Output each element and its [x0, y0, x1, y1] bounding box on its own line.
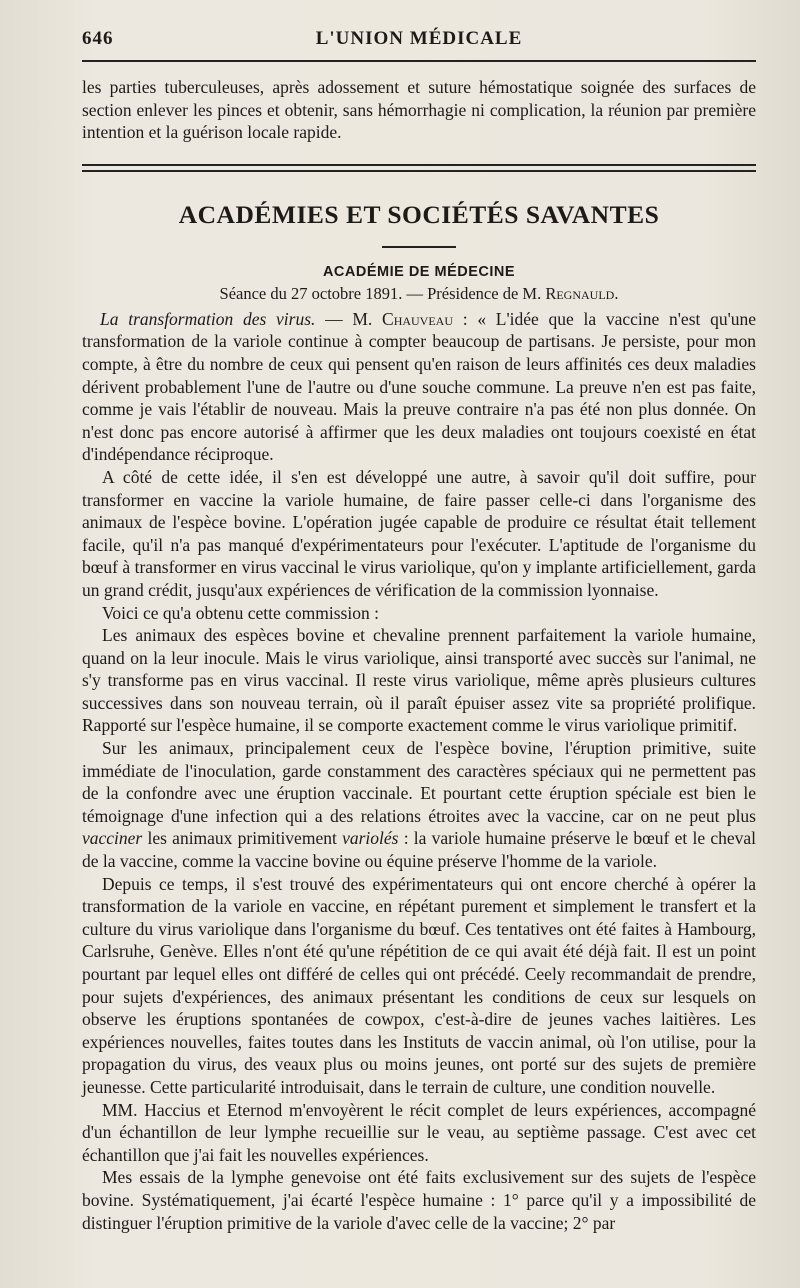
session-text: Séance du 27 octobre 1891. — Présidence de M. — [219, 283, 542, 303]
article-paragraph-5-part-a: Sur les animaux, principalement ceux de l'espèce bovine, l'éruption primitive, suite immédiate de l'inoculation, garde constamment des caractères spéciaux qui ne permettent pas de la confondre avec une éruption vaccinale. Et pourtant cette éruption spéciale est bien le témoignage d'une infection qui a des relations étroites avec la vaccine, car on ne peut plus — [82, 738, 756, 826]
journal-title: L'UNION MÉDICALE — [315, 28, 523, 49]
article-paragraph-5-emphasis-1: vacciner — [82, 828, 143, 849]
article-paragraph-4: Les animaux des espèces bovine et chevaline prennent parfaitement la variole humaine, quand on la leur inocule. Mais le virus variolique, ainsi transporté avec succès sur l'animal, ne s'y transforme pas en virus vaccinal. Il reste virus variolique, même après plusieurs cultures successives dans son nouveau terrain, où il paraît épuiser assez vite sa propriété prolifique. Rapporté sur l'espèce humaine, il se comporte exactement comme le virus variolique primitif. — [82, 625, 756, 736]
double-rule-divider — [82, 164, 756, 172]
session-president: Regnauld. — [545, 283, 619, 303]
article-paragraph-5-part-c: : la variole humaine préserve le bœuf et le cheval de la vaccine, comme la vaccine bovine ou équine préserve l'homme de la variole. — [82, 828, 756, 872]
article-paragraph-1 — [82, 308, 756, 466]
short-rule-divider — [382, 246, 456, 248]
section-title: ACADÉMIES ET SOCIÉTÉS SAVANTES — [178, 199, 660, 229]
opening-paragraph: les parties tuberculeuses, après adossement et suture hémostatique soignée des surfaces de section enlever les pinces et obtenir, sans hémorrhagie ni complication, la réunion par première intention et la guérison locale rapide. — [82, 77, 756, 143]
article-paragraph-5 — [82, 737, 756, 873]
running-head — [82, 28, 756, 62]
session-line — [82, 284, 756, 304]
article-speaker: Chauveau — [382, 308, 454, 329]
academy-title: ACADÉMIE DE MÉDECINE — [322, 263, 516, 280]
article-paragraph-5-part-b: les animaux primitivement — [142, 828, 343, 849]
article-paragraph-6: Depuis ce temps, il s'est trouvé des expérimentateurs qui ont encore cherché à opérer la transformation de la variole en vaccine, en répétant purement et simplement le transfert et la culture du virus variolique dans l'organisme du bœuf. Ces tentatives ont été faites à Hambourg, Carlsruhe, Genève. Elles n'ont été qu'une répétition de ce qui avait été déjà fait. Il est un point pourtant par lequel elles ont différé de celles qui ont précédé. Ceely recommandait de prendre, pour sujets d'expériences, des animaux présentant les conditions de ceux sur lesquels on observe les éruptions spontanées de cowpox, c'est-à-dire de jeunes vaches laitières. Les expériences nouvelles, faites toutes dans les Instituts de vaccin animal, où l'on utilise, pour la propagation du virus, des veaux plus ou moins jeunes, ont porté sur des sujets de première jeunesse. Cette particularité introduisait, dans le terrain de culture, une condition nouvelle. — [82, 873, 756, 1097]
article-paragraph-5-emphasis-2: variolés — [342, 828, 399, 849]
article-paragraph-2: A côté de cette idée, il s'en est développé une autre, à savoir qu'il doit suffire, pour transformer en vaccine la variole humaine, de faire passer celle-ci dans l'organisme des animaux de l'espèce bovine. L'opération jugée capable de produire ce résultat était tellement facile, qu'il n'a pas manqué d'expérimentateurs pour l'exécuter. L'aptitude de l'organisme du bœuf à transformer en virus vaccinal le virus variolique, qu'on y implante artificiellement, garda un grand crédit, jusqu'aux expériences de vérification de la commission lyonnaise. — [82, 466, 756, 600]
article-topic: La transformation des virus. — [100, 308, 316, 329]
article-paragraph-8: Mes essais de la lymphe genevoise ont été faits exclusivement sur des sujets de l'espèce bovine. Systématiquement, j'ai écarté l'espèce humaine : 1° parce qu'il y a impossibilité de distinguer l'éruption primitive de la variole d'avec celle de la vaccine; 2° par — [82, 1167, 756, 1233]
article-dash: — M. — [315, 308, 383, 329]
article-paragraph-1-text: : « L'idée que la vaccine n'est qu'une transformation de la variole continue à compter beaucoup de partisans. Je persiste, pour mon compte, à être du nombre de ceux qui pensent qu'en raison de leurs affinités ces deux maladies dérivent probablement l'une de l'autre ou d'une souche commune. La preuve n'en est pas faite, comme je vais l'établir de nouveau. Mais la preuve contraire n'a pas été non plus donnée. On n'est donc pas encore autorisé à affirmer que les deux maladies ont toujours coexisté en état d'indépendance réciproque. — [82, 308, 757, 465]
page-number: 646 — [82, 28, 114, 49]
article-paragraph-7: MM. Haccius et Eternod m'envoyèrent le récit complet de leurs expériences, accompagné d'un échantillon de leur lymphe recueillie sur le veau, au septième passage. C'est avec cet échantillon que j'ai fait les nouvelles expériences. — [82, 1099, 756, 1165]
article-paragraph-3: Voici ce qu'a obtenu cette commission : — [102, 602, 379, 623]
